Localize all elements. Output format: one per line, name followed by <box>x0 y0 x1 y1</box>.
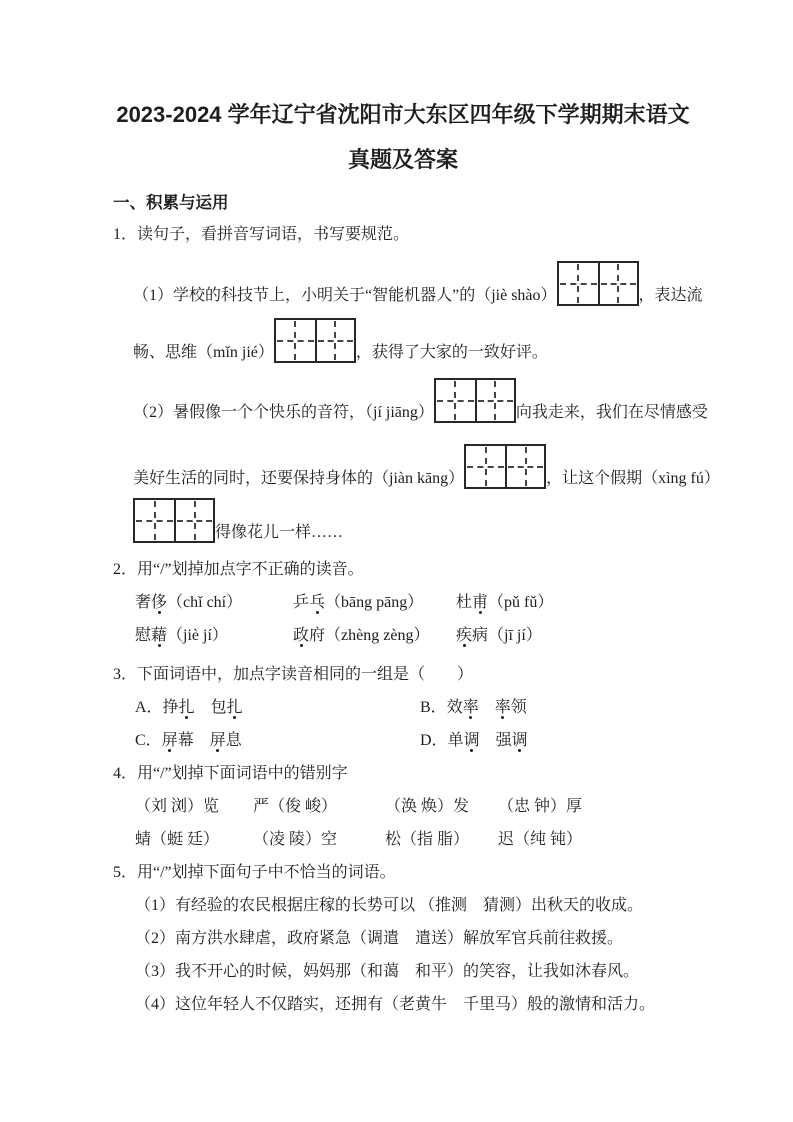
option-label: A． <box>135 699 163 716</box>
doc-title-line1: 2023-2024 学年辽宁省沈阳市大东区四年级下学期期末语文 <box>116 102 690 127</box>
dotted-char: 藉 <box>151 627 168 644</box>
writing-cell[interactable] <box>315 320 354 361</box>
q3-option-b: B．效率 率领 <box>420 699 527 716</box>
q1-part1-line2 <box>133 318 693 363</box>
dotted-char: 率 <box>494 699 511 716</box>
q1-part2-seg2: 向我走来，我们在尽情感受 <box>515 404 708 421</box>
pinyin-writing-grid-3[interactable] <box>434 378 516 423</box>
writing-cell[interactable] <box>475 380 514 421</box>
pinyin-writing-grid-1[interactable] <box>557 261 639 306</box>
dotted-char: 调 <box>511 732 528 749</box>
pinyin-writing-grid-4[interactable] <box>464 444 546 489</box>
q2-item-6: 疾病（jī jí） <box>456 627 542 644</box>
q5-item-2: （2）南方洪水肆虐，政府紧急（调遣 遣送）解放军官兵前往救援。 <box>135 930 624 947</box>
q4-stem: 4．用“/”划掉下面词语中的错别字 <box>113 765 348 782</box>
pinyin-writing-grid-5[interactable] <box>133 498 215 543</box>
q1-part2-line1 <box>133 378 708 423</box>
q4-item: 严（俊 峻） <box>253 798 338 815</box>
q4-row-2 <box>135 823 693 856</box>
q4-item: （凌 陵）空 <box>253 831 338 848</box>
pinyin-text: （jiè jí） <box>167 627 228 644</box>
dotted-char: 疾 <box>456 627 473 644</box>
dotted-char: 屏 <box>161 732 178 749</box>
dotted-char: 侈 <box>151 594 168 611</box>
pinyin-writing-grid-2[interactable] <box>274 318 356 363</box>
q3-stem: 3．下面词语中，加点字读音相同的一组是（ ） <box>113 666 474 683</box>
q1-part2-seg4: ，让这个假期（xìng fú） <box>546 470 720 487</box>
q2-stem: 2．用“/”划掉加点字不正确的读音。 <box>113 561 364 578</box>
q2-row-2 <box>135 619 693 652</box>
dotted-char: 扎 <box>226 699 243 716</box>
q4-item: 迟（纯 钝） <box>498 831 583 848</box>
q4-item: 蜻（蜓 廷） <box>135 831 220 848</box>
q2-item-4: 慰藉（jiè jí） <box>135 627 228 644</box>
q1-part1-seg1: （1）学校的科技节上，小明关于“智能机器人”的（jiè shào） <box>133 287 557 304</box>
q2-row-1 <box>135 586 693 619</box>
q1-part2-line2 <box>133 444 720 489</box>
q4-item: 松（指 脂） <box>385 831 470 848</box>
q2-item-5: 政府（zhèng zèng） <box>293 627 430 644</box>
q4-item: （涣 焕）发 <box>385 798 470 815</box>
dotted-char: 屏 <box>209 732 226 749</box>
option-label: B． <box>420 699 447 716</box>
dotted-char: 调 <box>463 732 480 749</box>
pinyin-text: （zhèng zèng） <box>325 627 430 644</box>
writing-cell[interactable] <box>559 263 598 304</box>
dotted-char: 扎 <box>178 699 195 716</box>
pinyin-text: （chǐ chí） <box>167 594 243 611</box>
q1-part2-line3 <box>133 498 693 543</box>
q5-item-4: （4）这位年轻人不仅踏实，还拥有（老黄牛 千里马）般的激情和活力。 <box>135 996 656 1013</box>
q1-part1-seg4: ，获得了大家的一致好评。 <box>355 344 548 361</box>
q1-stem: 1．读句子，看拼音写词语，书写要规范。 <box>113 226 410 243</box>
writing-cell[interactable] <box>466 446 505 487</box>
q4-row-1 <box>135 790 693 823</box>
q4-item: （刘 浏）览 <box>135 798 220 815</box>
q3-row-1 <box>135 691 693 724</box>
q1-part1-seg3: 畅、思维（mǐn jié） <box>133 344 274 361</box>
q4-item: （忠 钟）厚 <box>498 798 583 815</box>
q5-item-1: （1）有经验的农民根据庄稼的长势可以 （推测 猜测）出秋天的收成。 <box>135 897 644 914</box>
doc-title-line2: 真题及答案 <box>347 147 458 172</box>
q3-option-a: A．挣扎 包扎 <box>135 699 243 716</box>
option-label: D． <box>420 732 448 749</box>
q2-item-3: 杜甫（pǔ fǔ） <box>456 594 554 611</box>
q3-option-c: C．屏幕 屏息 <box>135 732 242 749</box>
writing-cell[interactable] <box>135 500 174 541</box>
writing-cell[interactable] <box>598 263 637 304</box>
q1-part2-seg3: 美好生活的同时，还要保持身体的（jiàn kāng） <box>133 470 465 487</box>
q1-part2-seg5: 得像花儿一样…… <box>215 524 344 541</box>
section-heading: 一、积累与运用 <box>113 194 229 212</box>
pinyin-text: （jī jí） <box>488 627 542 644</box>
doc-title <box>113 0 693 182</box>
writing-cell[interactable] <box>276 320 315 361</box>
q3-option-d: D．单调 强调 <box>420 732 528 749</box>
dotted-char: 乓 <box>309 594 326 611</box>
dotted-char: 甫 <box>472 594 489 611</box>
q1-part1-seg2: ，表达流 <box>638 287 703 304</box>
q2-item-2: 乒乓（bāng pāng） <box>293 594 424 611</box>
q2-item-1: 奢侈（chǐ chí） <box>135 594 243 611</box>
writing-cell[interactable] <box>436 380 475 421</box>
q1-part1-line1 <box>133 261 703 306</box>
pinyin-text: （bāng pāng） <box>325 594 424 611</box>
dotted-char: 政 <box>293 627 310 644</box>
q1-part2-seg1: （2）暑假像一个个快乐的音符，（jí jiāng） <box>133 404 434 421</box>
option-label: C． <box>135 732 162 749</box>
q5-stem: 5．用“/”划掉下面句子中不恰当的词语。 <box>113 864 396 881</box>
dotted-char: 率 <box>462 699 479 716</box>
pinyin-text: （pǔ fǔ） <box>488 594 554 611</box>
writing-cell[interactable] <box>174 500 213 541</box>
writing-cell[interactable] <box>505 446 544 487</box>
q5-item-3: （3）我不开心的时候，妈妈那（和蔼 和平）的笑容，让我如沐春风。 <box>135 963 640 980</box>
q3-row-2 <box>135 724 693 757</box>
